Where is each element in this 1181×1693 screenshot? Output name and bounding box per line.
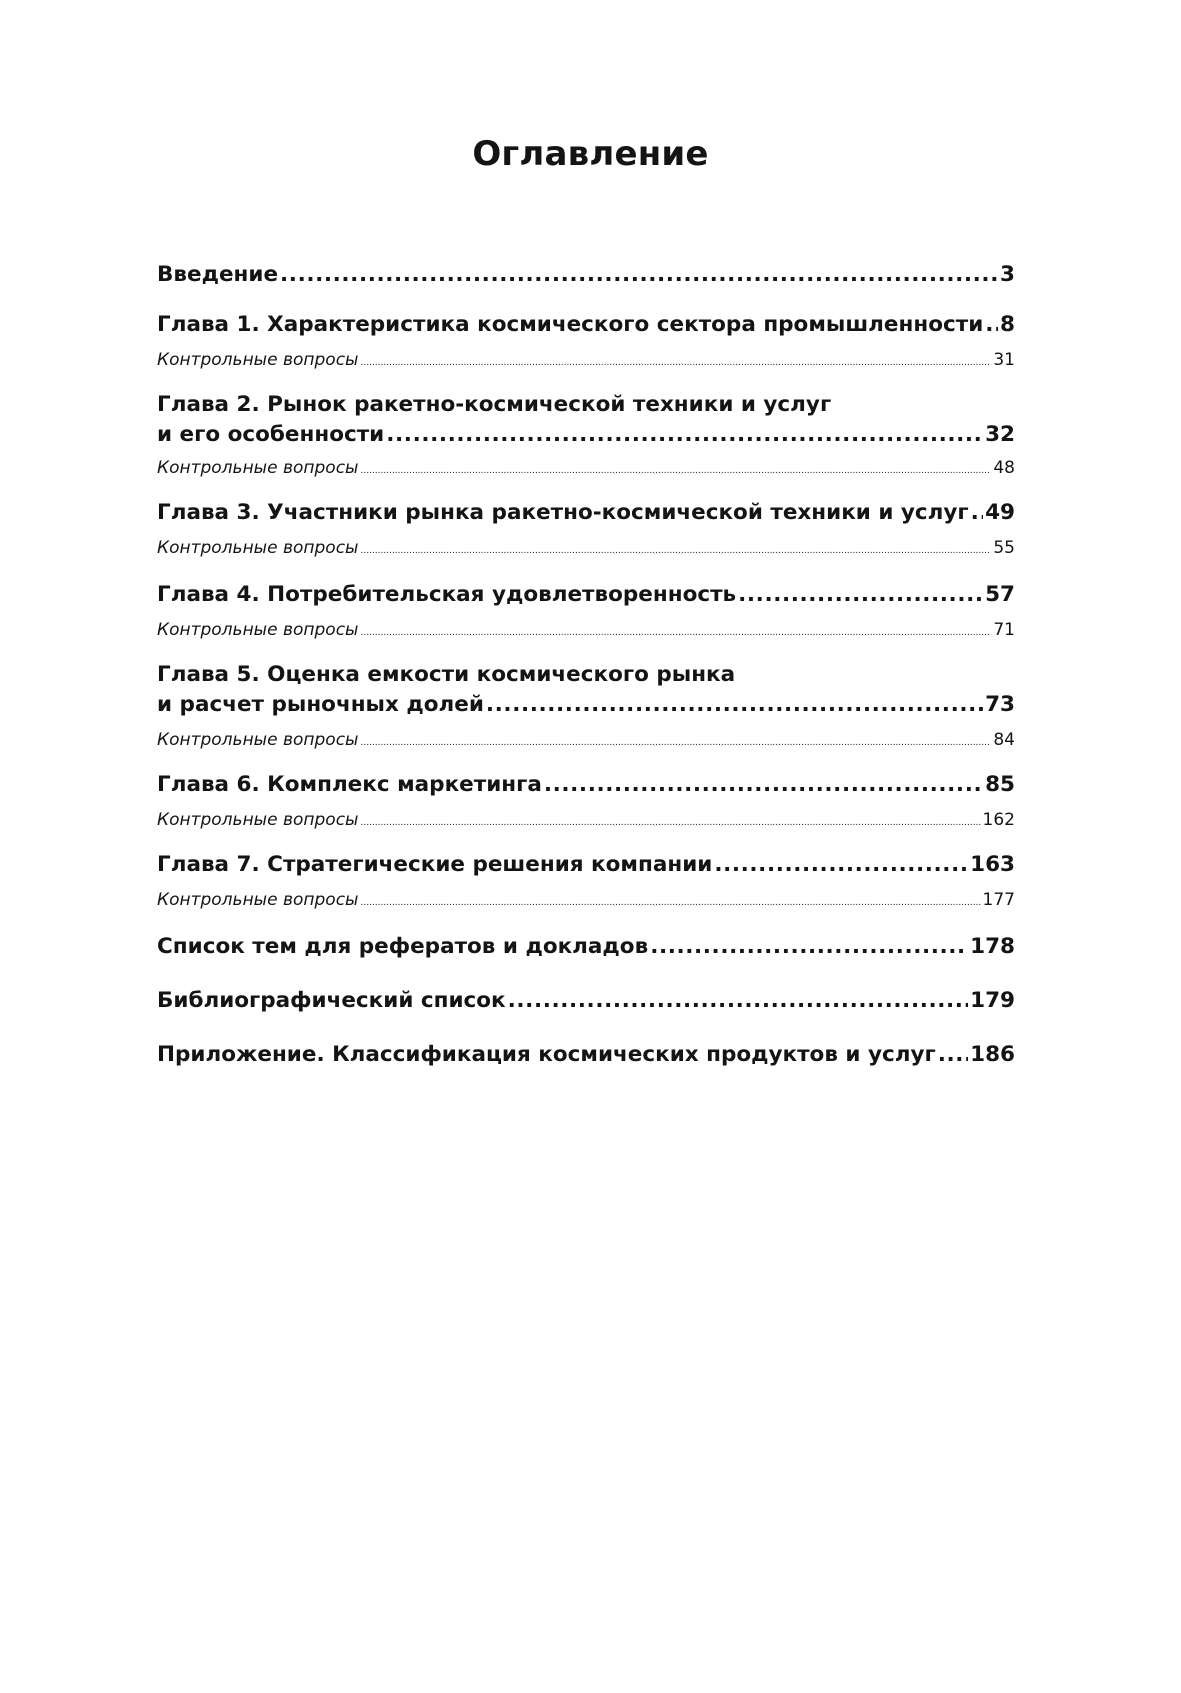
toc-page-number: 48 xyxy=(993,458,1015,478)
dot-leader xyxy=(738,580,983,610)
dot-leader xyxy=(486,690,983,720)
toc-page-number: 57 xyxy=(985,582,1015,607)
toc-page-number: 32 xyxy=(985,422,1015,447)
toc-entry-label: Глава 4. Потребительская удовлетворенность xyxy=(157,582,737,607)
toc-entry-introduction[interactable] xyxy=(157,260,1015,290)
toc-page-number: 49 xyxy=(985,500,1015,525)
toc-page-number: 8 xyxy=(1000,312,1015,337)
dot-leader xyxy=(650,932,968,962)
toc-entry-bibliography[interactable] xyxy=(157,986,1015,1016)
toc-entry-chapter-4[interactable] xyxy=(157,580,1015,610)
toc-entry-appendix[interactable] xyxy=(157,1040,1015,1070)
toc-entry-label: и его особенности xyxy=(157,422,385,447)
dot-leader xyxy=(360,539,991,563)
toc-subentry-label: Контрольные вопросы xyxy=(157,350,359,370)
toc-subentry-label: Контрольные вопросы xyxy=(157,730,359,750)
page-title: Оглавление xyxy=(472,134,709,174)
dot-leader xyxy=(985,310,998,340)
toc-entry-label: Введение xyxy=(157,262,279,287)
dot-leader xyxy=(280,260,998,290)
dot-leader xyxy=(971,498,983,528)
toc-subentry-label: Контрольные вопросы xyxy=(157,810,359,830)
toc-page-number: 71 xyxy=(993,620,1015,640)
toc-entry-label-line1: Глава 5. Оценка емкости космического рынка xyxy=(157,662,736,687)
dot-leader xyxy=(360,459,991,483)
toc-subentry-chapter-7-questions[interactable] xyxy=(157,888,1015,915)
toc-page-number: 3 xyxy=(1000,262,1015,287)
toc-entry-label: Глава 7. Стратегические решения компании xyxy=(157,852,713,877)
toc-subentry-chapter-6-questions[interactable] xyxy=(157,808,1015,835)
toc-entry-label: Библиографический список xyxy=(157,988,506,1013)
dot-leader xyxy=(386,420,983,450)
dot-leader xyxy=(360,351,991,375)
toc-page-number: 163 xyxy=(970,852,1015,877)
toc-entry-chapter-6[interactable] xyxy=(157,770,1015,800)
toc-page-number: 177 xyxy=(982,890,1015,910)
toc-page-number: 55 xyxy=(993,538,1015,558)
dot-leader xyxy=(714,850,968,880)
toc-subentry-label: Контрольные вопросы xyxy=(157,538,359,558)
toc-subentry-label: Контрольные вопросы xyxy=(157,620,359,640)
toc-subentry-label: Контрольные вопросы xyxy=(157,890,359,910)
toc-subentry-chapter-1-questions[interactable] xyxy=(157,348,1015,375)
toc-entry-label: Глава 6. Комплекс маркетинга xyxy=(157,772,542,797)
dot-leader xyxy=(360,811,980,835)
toc-entry-label: Глава 1. Характеристика космического сектора промышленности xyxy=(157,312,984,337)
toc-entry-label: Глава 3. Участники рынка ракетно-космической техники и услуг xyxy=(157,500,969,525)
toc-page-number: 85 xyxy=(985,772,1015,797)
toc-subentry-chapter-5-questions[interactable] xyxy=(157,728,1015,755)
dot-leader xyxy=(360,621,991,645)
toc-subentry-chapter-3-questions[interactable] xyxy=(157,536,1015,563)
toc-entry-label: Список тем для рефератов и докладов xyxy=(157,934,649,959)
toc-page-number: 31 xyxy=(993,350,1015,370)
toc-subentry-chapter-2-questions[interactable] xyxy=(157,456,1015,483)
dot-leader xyxy=(544,770,983,800)
toc-entry-chapter-1[interactable] xyxy=(157,310,1015,340)
toc-subentry-label: Контрольные вопросы xyxy=(157,458,359,478)
toc-entry-chapter-3[interactable] xyxy=(157,498,1015,528)
toc-entry-chapter-5[interactable] xyxy=(157,660,1015,720)
toc-page-number: 84 xyxy=(993,730,1015,750)
toc-entry-label: Приложение. Классификация космических продуктов и услуг xyxy=(157,1042,936,1067)
toc-entry-chapter-2[interactable] xyxy=(157,390,1015,450)
toc-entry-label-line1: Глава 2. Рынок ракетно-космической техники и услуг xyxy=(157,392,832,417)
dot-leader xyxy=(360,891,980,915)
toc-entry-topics-list[interactable] xyxy=(157,932,1015,962)
toc-subentry-chapter-4-questions[interactable] xyxy=(157,618,1015,645)
toc-entry-chapter-7[interactable] xyxy=(157,850,1015,880)
dot-leader xyxy=(360,731,991,755)
toc-page-number: 186 xyxy=(970,1042,1015,1067)
toc-entry-label: и расчет рыночных долей xyxy=(157,692,484,717)
dot-leader xyxy=(508,986,968,1016)
toc-page-number: 73 xyxy=(985,692,1015,717)
dot-leader xyxy=(938,1040,968,1070)
toc-page-number: 178 xyxy=(970,934,1015,959)
toc-page-number: 179 xyxy=(970,988,1015,1013)
toc-page-number: 162 xyxy=(982,810,1015,830)
